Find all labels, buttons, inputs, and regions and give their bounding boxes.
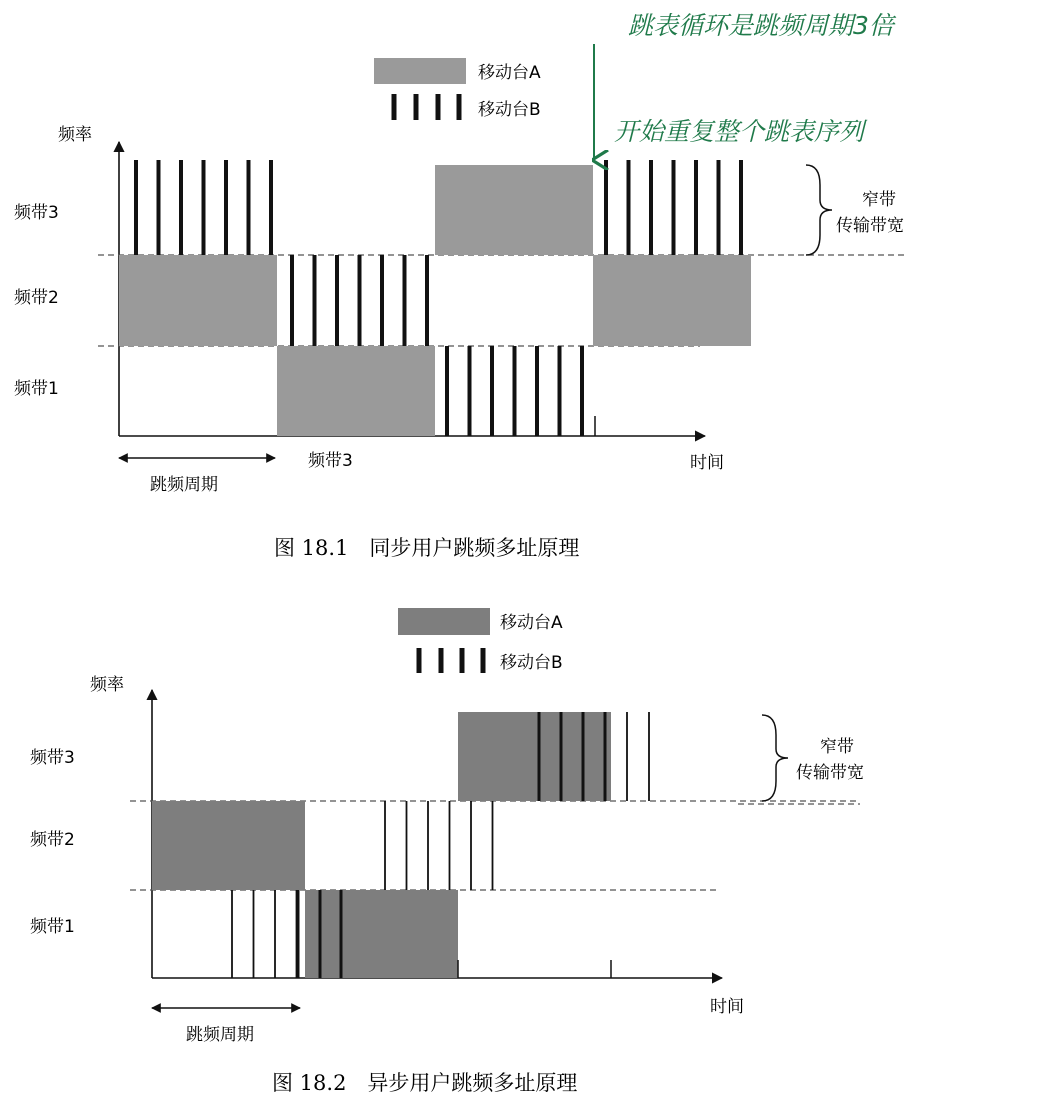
brace-label-line2: 传输带宽 (836, 216, 904, 236)
station-a-block (277, 346, 435, 436)
bandwidth-brace (806, 165, 832, 255)
station-a-block (305, 890, 458, 978)
x-axis-label: 时间 (710, 997, 744, 1017)
band-2-label: 频带2 (14, 288, 59, 308)
legend-b-swatch (394, 94, 459, 120)
hop-period-label: 跳频周期 (150, 475, 218, 495)
station-a-block (593, 255, 751, 346)
y-axis-label: 频率 (58, 125, 92, 145)
band-3-label: 频带3 (30, 748, 75, 768)
legend-b-label: 移动台B (478, 100, 541, 120)
legend-a-swatch (398, 608, 490, 635)
legend-a-swatch (374, 58, 466, 84)
bandwidth-brace (762, 715, 788, 801)
handwritten-annotations (594, 11, 897, 160)
station-a-block (435, 165, 593, 255)
station-a-block (152, 801, 305, 890)
band-3-extra-label: 频带3 (308, 451, 353, 471)
x-axis-label: 时间 (690, 453, 724, 473)
figure-2-caption: 图 18.2 异步用户跳频多址原理 (272, 1071, 578, 1095)
annotation-line2: 开始重复整个跳表序列 (614, 117, 865, 146)
legend-b-label: 移动台B (500, 653, 563, 673)
annotation-line1: 跳表循环是跳频周期3倍 (628, 11, 894, 40)
hop-period-label: 跳频周期 (186, 1025, 254, 1045)
figure-2 (30, 608, 864, 1095)
station-a-block (458, 712, 611, 801)
band-2-label: 频带2 (30, 830, 75, 850)
station-a-block (119, 255, 277, 346)
band-1-label: 频带1 (14, 379, 59, 399)
legend-a-label: 移动台A (478, 63, 541, 83)
brace-label-line2: 传输带宽 (796, 763, 864, 783)
legend-b-swatch (419, 648, 483, 673)
brace-label-line1: 窄带 (820, 737, 854, 757)
band-1-label: 频带1 (30, 917, 75, 937)
brace-label-line1: 窄带 (862, 190, 896, 210)
legend-a-label: 移动台A (500, 613, 563, 633)
figure-1-caption: 图 18.1 同步用户跳频多址原理 (274, 536, 580, 560)
y-axis-label: 频率 (90, 675, 124, 695)
band-3-label: 频带3 (14, 203, 59, 223)
